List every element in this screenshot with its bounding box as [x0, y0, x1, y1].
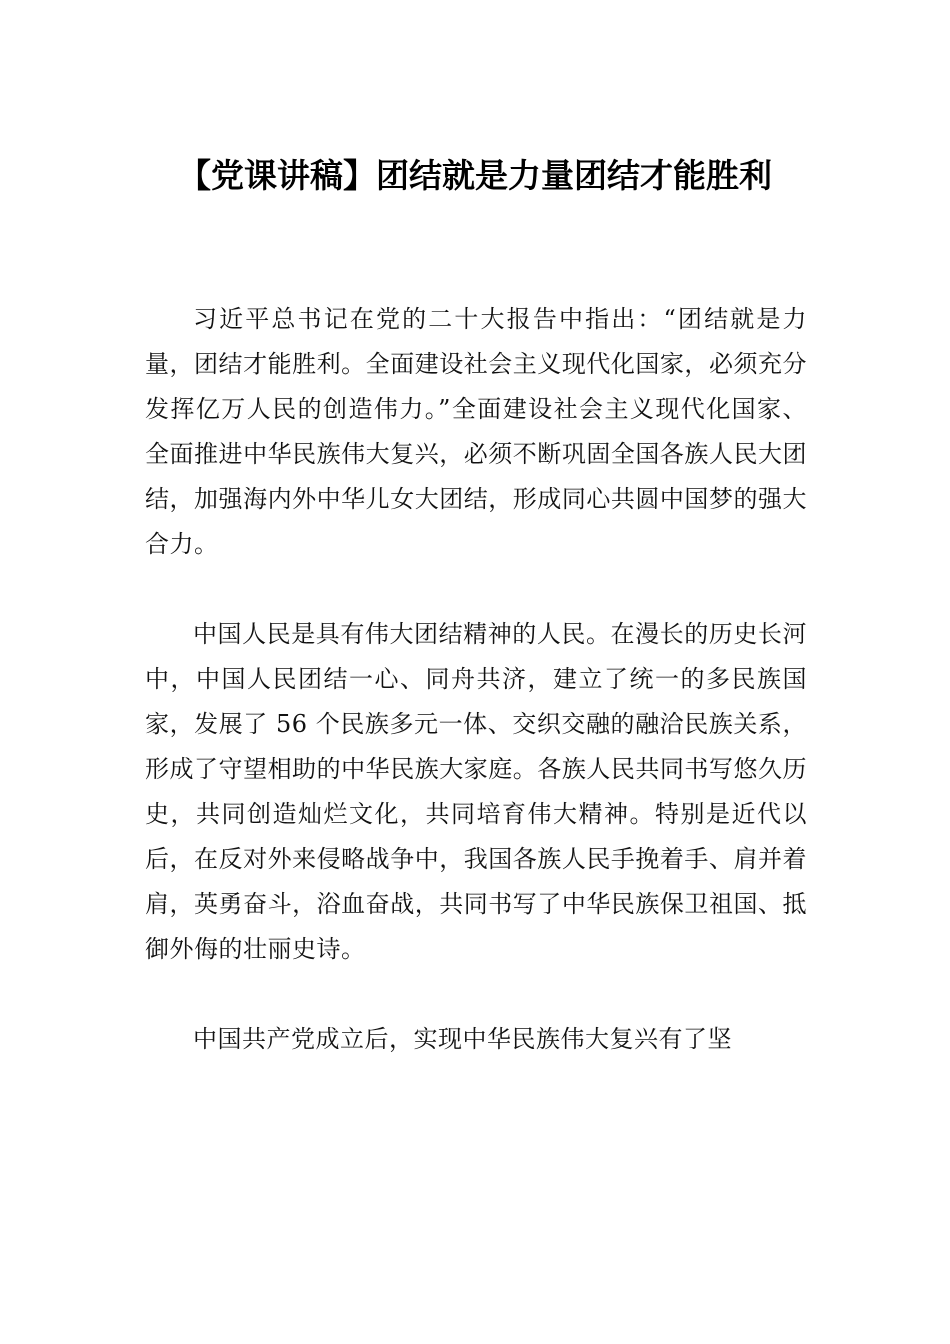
paragraph-1: 习近平总书记在党的二十大报告中指出：“团结就是力量，团结才能胜利。全面建设社会主义现代化国家，必须充分发挥亿万人民的创造伟力。”全面建设社会主义现代化国家、全面推进中华民族伟大复兴，必须不断巩固全国各族人民大团结，加强海内外中华儿女大团结，形成同心共圆中国梦的强大合力。: [145, 305, 807, 558]
paragraph-2: 中国人民是具有伟大团结精神的人民。在漫长的历史长河中，中国人民团结一心、同舟共济，建立了统一的多民族国家，发展了 56 个民族多元一体、交织交融的融洽民族关系，形成了守望相助的中华民族大家庭。各族人民共同书写悠久历史，共同创造灿烂文化，共同培育伟大精神。特别是近代以后，在反对外来侵略战争中，我国各族人民手挽着手、肩并着肩，英勇奋斗，浴血奋战，共同书写了中华民族保卫祖国、抵御外侮的壮丽史诗。: [145, 620, 807, 963]
document-title: 【党课讲稿】团结就是力量团结才能胜利: [178, 156, 772, 195]
paragraph-3: 中国共产党成立后，实现中华民族伟大复兴有了坚: [193, 1025, 732, 1053]
document-body: [145, 297, 807, 1062]
